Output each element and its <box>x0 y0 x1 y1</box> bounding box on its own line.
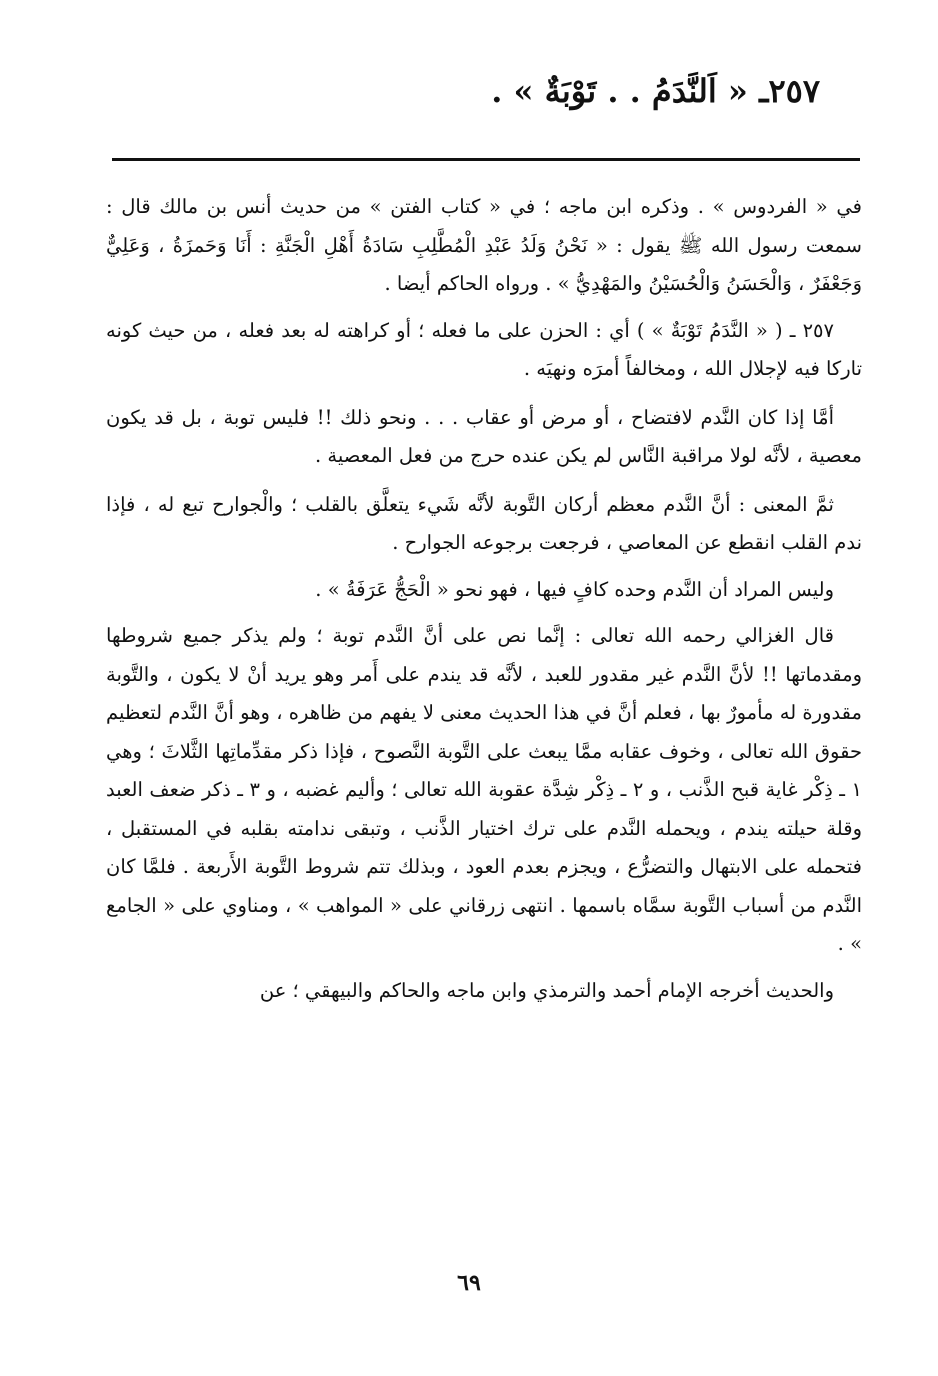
paragraph-7: والحديث أخرجه الإمام أحمد والترمذي وابن ماجه والحاكم والبيهقي ؛ عن <box>259 978 834 1002</box>
paragraph-4: ثمَّ المعنى : أنَّ النَّدم معظم أركان التَّوبة لأنَّه شَيء يتعلَّق بالقلب ؛ والْجوارح تبع له ، فإذا ندم القلب انقطع عن المعاصي ، فرجعت برجوعه الجوارح . <box>106 492 862 554</box>
page-number: ٦٩ <box>457 1270 481 1296</box>
paragraph-6: قال الغزالي رحمه الله تعالى : إنَّما نص على أنَّ النَّدم توبة ؛ ولم يذكر جميع شروطها ومقدماتها !! لأنَّ النَّدم غير مقدور للعبد ، لأنَّه قد يندم على أَمر وهو يريد أنْ لا يكون ، والتَّوبة مقدورة له مأمورٌ بها ، فعلم أنَّ في هذا الحديث معنى لا يفهم من ظاهره ، وهو أنَّ النَّدم لتعظيم حقوق الله تعالى ، وخوف عقابه ممَّا يبعث على التَّوبة النَّصوح ، فإذا ذكر مقدِّماتِها الثَّلاثَ ؛ وهي ١ ـ ذِكْر غاية قبح الذَّنب ، و ٢ ـ ذِكْر شِدَّة عقوبة الله تعالى ؛ وأليم غضبه ، و ٣ ـ ذكر ضعف العبد وقلة حيلته يندم ، ويحمله النَّدم على ترك اختيار الذَّنب ، وتبقى ندامته بقلبه في المستقبل ، فتحمله على الابتهال والتضرُّع ، ويجزم بعدم العود ، وبذلك تتم شروط التَّوبة الأَربعة . فلمَّا كان النَّدم من أسباب التَّوبة سمَّاه باسمها . انتهى زرقاني على « المواهب » ، ومناوي على « الجامع » . <box>106 624 862 955</box>
heading-divider <box>112 158 860 161</box>
paragraph-1: في « الفردوس » . وذكره ابن ماجه ؛ في « كتاب الفتن » من حديث أنس بن مالك قال : سمعت رسول الله ﷺ يقول : « نَحْنُ وَلَدُ عَبْدِ الْمُطَّلِبِ سَادَةُ أَهْلِ الْجَنَّةِ : أَنَا وَحَمزَةُ ، وَعَلِيٌّ وَجَعْفَرٌ ، وَالْحَسَنُ وَالْحُسَيْنُ والمَهْدِيُّ » . ورواه الحاكم أيضا . <box>106 195 862 295</box>
paragraph-5: وليس المراد أن النَّدم وحده كافٍ فيها ، فهو نحو « الْحَجُّ عَرَفَةُ » . <box>315 577 834 601</box>
page-body <box>106 188 862 1010</box>
hadith-heading: ٢٥٧ـ « اَلنَّدَمُ . . تَوْبَةٌ » . <box>491 72 820 110</box>
paragraph-3: أمَّا إذا كان النَّدم لافتضاح ، أو مرض أو عقاب . . . ونحو ذلك !! فليس توبة ، بل قد يكون معصية ، لأنَّه لولا مراقبة النَّاس لم يكن عنده حرج من فعل المعصية . <box>106 405 862 467</box>
paragraph-2: ٢٥٧ ـ ( « النَّدَمُ تَوْبَةٌ » ) أي : الحزن على ما فعله ؛ أو كراهته له بعد فعله ، من حيث كونه تاركا فيه لإجلال الله ، ومخالفاً أمرَه ونهيَه . <box>106 318 862 380</box>
